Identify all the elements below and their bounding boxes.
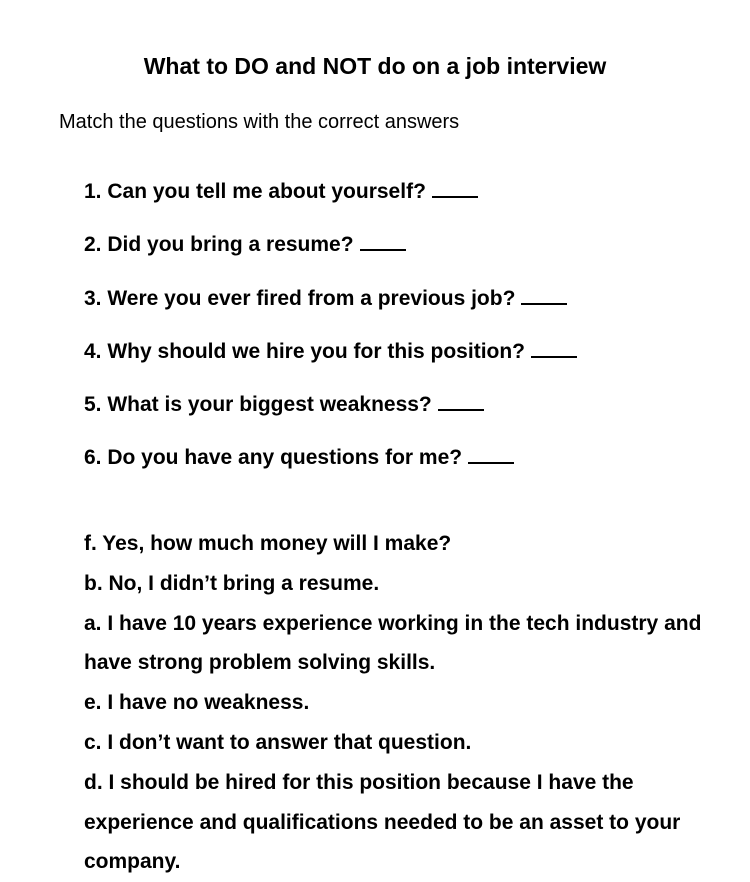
worksheet-title: What to DO and NOT do on a job interview [143, 53, 607, 79]
answer-item: c. I don’t want to answer that question. [84, 730, 472, 754]
question-text: 2. Did you bring a resume? [84, 233, 354, 257]
question-item [84, 390, 577, 443]
answer-item: d. I should be hired for this position because I have the experience and qualifications needed to be an asset to your company. [84, 770, 681, 874]
answer-item: a. I have 10 years experience working in the tech industry and have strong problem solving skills. [84, 611, 702, 675]
answer-item: f. Yes, how much money will I make? [84, 532, 452, 555]
question-text: 6. Do you have any questions for me? [84, 446, 463, 470]
answer-item: e. I have no weakness. [84, 691, 310, 715]
answer-blank [531, 338, 577, 358]
question-item [84, 284, 577, 337]
worksheet-instructions: Match the questions with the correct answers [59, 111, 460, 133]
answer-blank [360, 231, 406, 251]
question-item [84, 443, 577, 496]
answer-blank [432, 178, 478, 198]
question-text: 3. Were you ever fired from a previous job? [84, 286, 516, 310]
answer-item: b. No, I didn’t bring a resume. [84, 571, 380, 595]
question-list [84, 177, 577, 497]
answer-list [84, 524, 724, 882]
answer-blank [521, 285, 567, 305]
question-text: 1. Can you tell me about yourself? [84, 180, 426, 203]
answer-blank [438, 391, 484, 411]
question-text: 5. What is your biggest weakness? [84, 393, 432, 417]
question-item [84, 177, 577, 230]
question-item [84, 337, 577, 390]
question-item [84, 230, 577, 283]
question-text: 4. Why should we hire you for this position? [84, 339, 526, 363]
answer-blank [468, 444, 514, 464]
